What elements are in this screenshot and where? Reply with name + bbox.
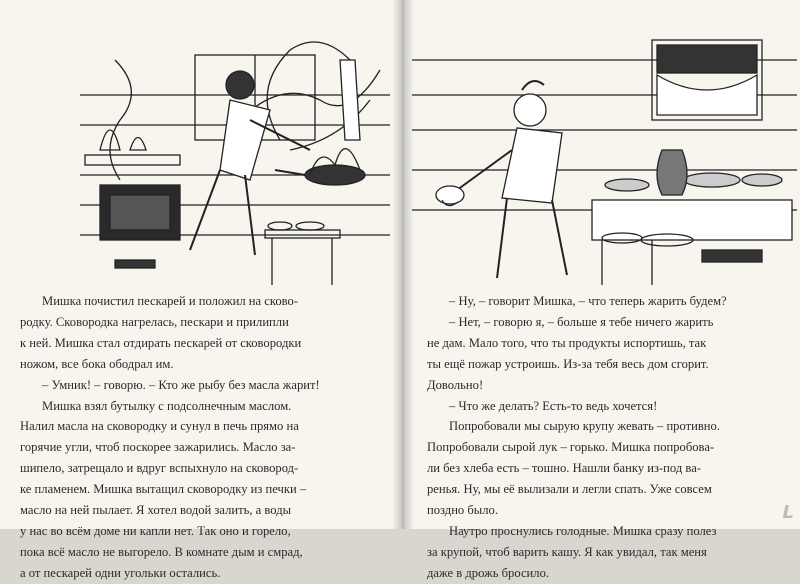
text-line: пока всё масло не выгорело. В комнате дым и смрад, (20, 544, 303, 559)
left-illustration (60, 0, 400, 290)
text-line: родку. Сковородка нагрелась, пескари и прилипли (20, 314, 289, 329)
text-line: – Нет, – говорю я, – больше я тебе ничего жарить (449, 314, 714, 329)
text-line: – Ну, – говорит Мишка, – что теперь жарить будем? (449, 294, 727, 308)
text-line: ке пламенем. Мишка вытащил сковородку из печки – (20, 482, 307, 497)
watermark-logo: L (782, 502, 794, 523)
right-illustration (412, 0, 797, 290)
text-line: Наутро проснулись голодные. Мишка сразу полез (449, 523, 717, 538)
right-page-text (427, 291, 779, 584)
text-line: Довольно! (427, 377, 484, 392)
text-line: горячие угли, чтоб поскорее зажарились. Масло за- (20, 440, 296, 455)
text-line: ли без хлеба есть – тошно. Нашли банку из-под ва- (427, 461, 701, 476)
text-line: Попробовали мы сырую крупу жевать – противно. (449, 419, 720, 434)
left-page (0, 0, 402, 580)
text-line: не дам. Мало того, что ты продукты испортишь, так (427, 335, 707, 350)
left-page-text (20, 291, 372, 584)
text-line: масло на ней пылает. Я хотел водой залить, а воды (20, 503, 292, 518)
text-line: у нас во всём доме ни капли нет. Так оно и горело, (20, 523, 291, 538)
text-line: Мишка почистил пескарей и положил на сково- (42, 294, 298, 308)
text-line: Мишка взял бутылку с подсолнечным маслом. (42, 398, 292, 413)
text-line: Попробовали сырой лук – горько. Мишка попробова- (427, 440, 715, 455)
text-line: а от пескарей одни угольки остались. (20, 565, 221, 580)
text-line: Налил масла на сковородку и сунул в печь прямо на (20, 419, 299, 434)
text-line: даже в дрожь бросило. (427, 565, 550, 580)
text-line: ренья. Ну, мы её вылизали и легли спать. Уже совсем (427, 482, 712, 497)
text-line: ножом, все бока ободрал им. (20, 356, 174, 371)
book-gutter (392, 0, 414, 529)
right-page (402, 0, 800, 580)
text-line: ты ещё пожар устроишь. Из-за тебя весь дом сгорит. (427, 356, 709, 371)
text-line: – Что же делать? Есть-то ведь хочется! (449, 398, 658, 413)
text-line: поздно было. (427, 503, 498, 518)
boy-sitting-drawing (412, 0, 797, 290)
text-line: к ней. Мишка стал отдирать пескарей от сковородки (20, 335, 302, 350)
text-line: шипело, затрещало и вдруг вспыхнуло на сковород- (20, 461, 299, 476)
text-line: за крупой, чтоб варить кашу. Я как увидал, так меня (427, 544, 707, 559)
boy-frying-fish-drawing (60, 0, 400, 290)
text-line: – Умник! – говорю. – Кто же рыбу без масла жарит! (42, 377, 320, 392)
